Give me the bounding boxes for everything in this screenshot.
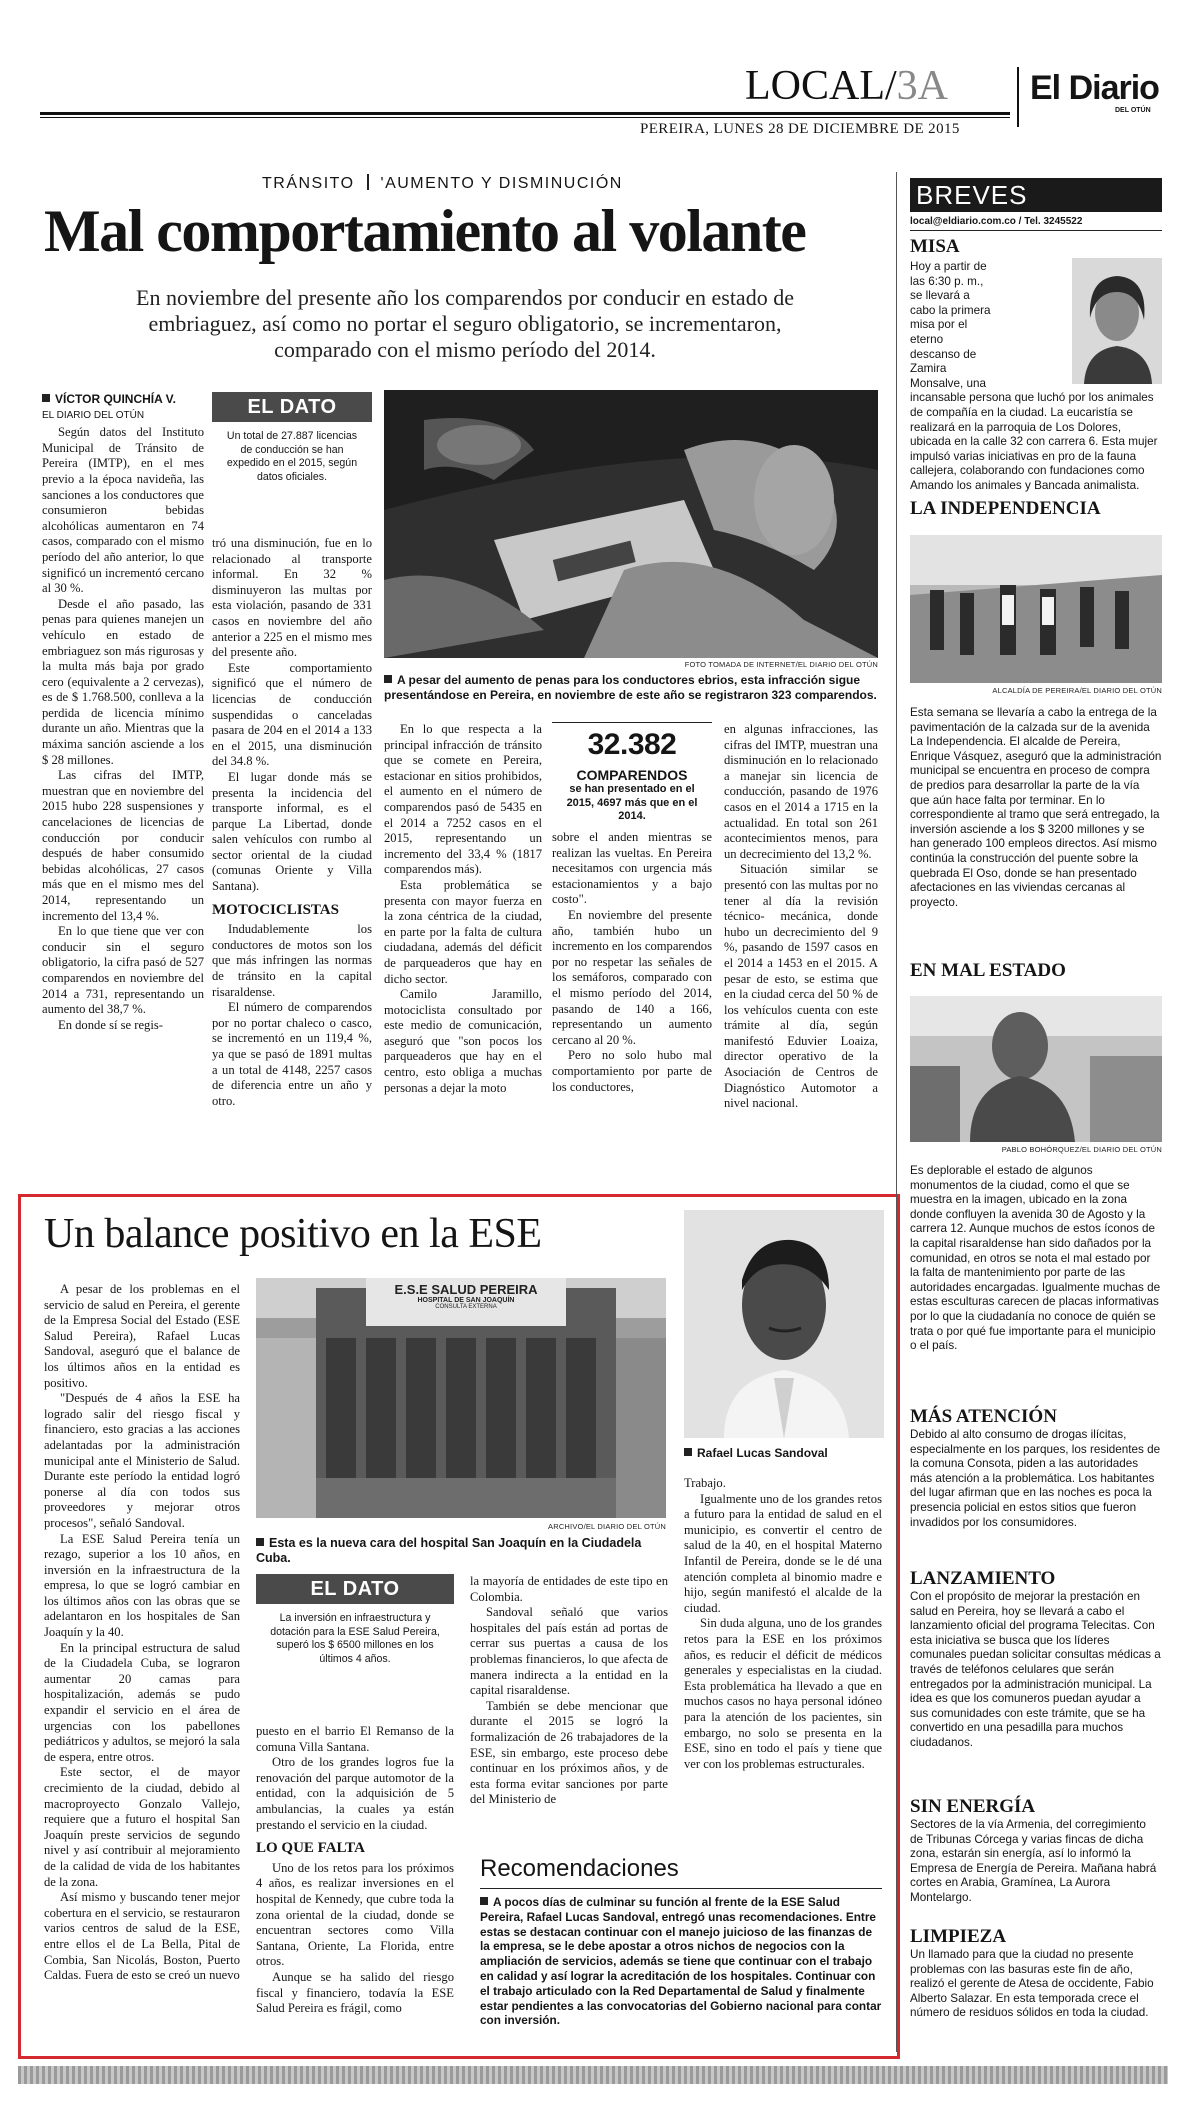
main-photo-credit: FOTO TOMADA DE INTERNET/EL DIARIO DEL OTÚN [684,660,878,669]
ese-photo-credit: ARCHIVO/EL DIARIO DEL OTÚN [548,1522,666,1531]
el-dato-box [212,392,372,524]
ese-el-dato-text: La inversión en infraestructura y dotación para la ESE Salud Pereira, superó los $ 6500 millones en los últimos 4 años. [270,1612,440,1665]
breve-title-misa: MISA [910,236,960,257]
breve-text-lanzamiento: Con el propósito de mejorar la prestación en salud en Pereira, hoy se llevará a cabo el lanzamiento oficial del programa Telecitas. Con esta iniciativa se busca que los líderes comunales puedan solicitar consultas médicas a través de teléfonos celulares que serán entregados por la administración municipal. La idea es que los comuneros puedan ayudar a sus comunidades con este trámite, que se ha convertido en una pesadilla para muchos ciudadanos. [910,1590,1161,1749]
main-col-5 [724,722,878,1112]
ese-col1-p4: En la principal estructura de salud de la Ciudadela Cuba, se lograron aumentar 20 camas para hospitalización, además se pudo expandir el servicio en el área de urgencias con los pabellones pediátricos y adultos, se mejoró la sala de espera, entre otros. [44,1640,240,1764]
masthead-rule-bottom [40,117,1010,118]
portrait-caption: Rafael Lucas Sandoval [684,1446,884,1461]
breves-contact-rule [910,230,1162,231]
kicker-left: TRÁNSITO [262,175,355,192]
masthead-section [745,63,948,109]
ese-col3-p2: Sandoval señaló que varios hospitales del país están ad portas de cerrar sus puertas a causa de los problemas financieros, lo que afecta de manera indirecta a la entidad en la capital risaraldense. [470,1605,668,1698]
section-label: LOCAL/ [745,63,897,109]
misa-float-spacer [996,260,1162,385]
breves-contact: local@eldiario.com.co / Tel. 3245522 [910,216,1083,227]
ese-col1-p5: Este sector, el de mayor crecimiento de la ciudad, debido al macroproyecto Gonzalo Vallejo, requiere que a futuro el hospital San Joaquín preste servicios de segundo nivel y así contribuir al mejoramiento de la calidad de vida de los habitantes de la zona. [44,1765,240,1889]
main-col4-p3: Pero no solo hubo mal comportamiento por parte de los conductores, [552,1048,712,1094]
ese-col1-p2: "Después de 4 años la ESE ha logrado salir del riesgo fiscal y financiero, esto gracias a las acciones adelantadas por la administración municipal ante el Ministerio de Salud. Durante este período la entidad logró ponerse al día con todos sus proveedores y mejorar otros procesos", señaló Sandoval. [44,1391,240,1530]
portrait-illustration [684,1210,884,1438]
ese-col1-p3: La ESE Salud Pereira tenía un rezago, superior a los 10 años, en inversión en la infraestructura de la empresa, lo que se logró cambiar en los últimos años con las obras que se adelantaron en los hospitales de San Joaquín y la 40. [44,1531,240,1640]
recomendaciones-text: A pocos días de culminar su función al frente de la ESE Salud Pereira, Rafael Lucas Sandoval, entregó unas recomendaciones. Entre estas se destacan continuar con el manejo juicioso de las finanzas de la empresa, se le debe apostar a otros nichos de negocios con la ampliación de servicios, además se tiene que continuar con el trabajo en calidad y así lograr la acreditación de los hospitales. Continuar con el trabajo articulado con la Red Departamental de Salud y finalmente estar pendientes a las convocatorias del Gobierno nacional para contar con inversión. [480,1895,882,2028]
main-col2-p4: Indudablemente los conductores de motos son los que más infringen las normas de tránsito en la capital risaraldense. [212,922,372,999]
ese-col1-p6: Así mismo y buscando tener mejor cobertura en el servicio, se restauraron varios centros de salud de la ESE, entre ellos el de La Bella, Pital de Combia, San Nicolás, Boston, Puerto Caldas. Fuera de esto se creó un nuevo [44,1890,240,1983]
main-col-2 [212,536,372,1109]
hospital-illustration [256,1278,666,1518]
ese-photo-caption: Esta es la nueva cara del hospital San Joaquín en la Ciudadela Cuba. [256,1536,642,1565]
page-number: 3A [896,63,948,109]
ese-caption-square-icon [256,1538,264,1546]
recomendaciones-title: Recomendaciones [480,1854,882,1889]
breve-title-lanzamiento: LANZAMIENTO [910,1568,1056,1589]
breves-header: BREVES [910,178,1162,212]
ese-el-dato-title: EL DATO [256,1574,454,1604]
mal-estado-illustration [910,996,1162,1142]
main-col-3 [384,722,542,1096]
mal-estado-photo [910,996,1162,1142]
ese-col1-p1: A pesar de los problemas en el servicio de salud en Pereira, el gerente de la Empresa Social del Estado (ESE Salud Pereira), Rafael Lucas Sandoval, aseguró que el balance de los últimos años en la entidad es positivo. [44,1282,240,1390]
ese-col-4 [684,1476,882,1772]
mal-estado-credit: PABLO BOHÓRQUEZ/EL DIARIO DEL OTÚN [1001,1145,1162,1154]
breve-text-sin-energia: Sectores de la vía Armenia, del corregimiento de Tribunas Córcega y varias fincas de dicha zona, estarán sin energía, así lo informó la Empresa de Energía de Pereira. Mañana habrá cortes en Arabia, Gramínea, La Aurora Montelargo. [910,1818,1157,1904]
main-col1-p1: Según datos del Instituto Municipal de Tránsito de Pereira (IMTP), en el mes previo a la época navideña, las sanciones a los conductores que consumieron bebidas alcohólicas aumentaron en 74 casos, comparado con el mismo período del año anterior, lo que significó un incrementó cercano al 30 %. [42,425,204,596]
brand-logo-sub: DEL OTÚN [1115,107,1151,114]
independencia-illustration [910,535,1162,683]
ese-col4-p3: Sin duda alguna, uno de los grandes retos para la ESE en los próximos años, es reducir el déficit de médicos generales y especialistas en la ciudad. Esta problemática ha llevado a que en muchos casos no haya personal idóneo para la atención de los pacientes, sin embargo, no solo se presenta en la ESE, sino en todo el país y tiene que ver con los problemas estructurales. [684,1616,882,1771]
brand-logo: El Diario [1030,69,1159,107]
main-photo-caption: A pesar del aumento de penas para los conductores ebrios, esta infracción sigue presentándose en Pereira, en noviembre de este año se registraron 323 comparendos. [384,673,877,702]
main-col3-p1: En lo que respecta a la principal infracción de tránsito que se comete en Pereira, estacionar en sitios prohibidos, el aumento en el número de comparendos pasó de 5435 en el 2014 a 7252 casos en el 2015, representando un incremento del 33,4 % (1817 comparendos más). [384,722,542,877]
kicker-divider [367,174,369,190]
breathalyzer-illustration [384,390,878,658]
main-col-1 [42,392,204,1033]
ese-col4-p2: Igualmente uno de los grandes retos a futuro para la entidad de salud en el municipio, es convertir el centro de salud de la 40, en el hospital Materno Infantil de Pereira, donde se le dé una atención completa al binomio madre e hijo, según manifestó el alcalde de la ciudad. [684,1491,882,1615]
portrait-photo [684,1210,884,1438]
ese-col-1 [44,1282,240,1984]
main-headline: Mal comportamiento al volante [44,198,806,264]
breve-title-independencia: LA INDEPENDENCIA [910,498,1101,519]
hospital-sign: E.S.E SALUD PEREIRA HOSPITAL DE SAN JOAQUÍN CONSULTA EXTERNA [394,1282,538,1310]
main-col2-p1: tró una disminución, fue en lo relacionado al transporte informal. En 32 % disminuyeron las multas por esta violación, pasando de 331 casos en noviembre del año anterior a 225 en el mismo mes del presente año. [212,536,372,660]
dateline: PEREIRA, LUNES 28 DE DICIEMBRE DE 2015 [640,121,960,137]
breve-title-mal-estado: EN MAL ESTADO [910,960,1066,981]
independencia-photo [910,535,1162,683]
recomendaciones-box [480,1854,882,2050]
subhead-lo-que-falta: LO QUE FALTA [256,1840,365,1857]
main-col3-p2: Esta problemática se presenta con mayor fuerza en la zona céntrica de la ciudad, en parte por la falta de cultura ciudadana, además del déficit de parqueaderos que hay en dicho sector. [384,877,542,986]
breve-text-independencia: Esta semana se llevaría a cabo la entrega de la pavimentación de la calzada sur de la avenida La Independencia. El alcalde de Pereira, Enrique Vásquez, aseguró que la administración municipal se encuentra en proceso de compra de predios para desarrollar la parte de la vía que aún hace falta por terminar. En lo correspondiente al tramo que será entregado, la inversión asciende a los $ 3200 millones y se han generado 100 empleos directos. Así mismo continúa la construcción del puente sobre la quebrada El Oso, donde se han presentado afectaciones en las viviendas cercanas al proyecto. [910,706,1162,909]
breve-text-mal-estado: Es deplorable el estado de algunos monumentos de la ciudad, como el que se muestra en la imagen, ubicado en la zona donde confluyen la avenida 30 de Agosto y la carrera 12. Aunque muchos de estos íconos de la capital risaraldense han sido dañados por la comunidad, en otros se nota el mal estado por la falta de mantenimiento por parte de las autoridades encargadas. Igualmente muchas de estas esculturas carecen de placas informativas por lo que la ciudadanía no conoce de quién se trata o por qué fue importante para el municipio o el país. [910,1164,1161,1353]
breve-title-sin-energia: SIN ENERGÍA [910,1796,1036,1817]
main-col4-p2: En noviembre del presente año, también hubo un incremento en los comparendos por no respetar las señales de los semáforos, comparado con el mismo período del 2014, pasando de 140 a 166, representando un aumento cercano al 20 %. [552,907,712,1047]
breve-text-limpieza: Un llamado para que la ciudad no presente problemas con las basuras este fin de año, realizó el gerente de Atesa de occidente, Fabio Alberto Salazar. En esta temporada crece el número de residuos sólidos en toda la ciudad. [910,1948,1154,2020]
subhead-motociclistas: MOTOCICLISTAS [212,901,339,918]
kicker [262,174,623,193]
kicker-right: 'AUMENTO Y DISMINUCIÓN [380,175,623,192]
stat-label: COMPARENDOS [576,767,688,783]
main-col2-p3: El lugar donde más se presenta la incidencia del transporte informal, es el parque La Libertad, donde salen vehículos con rumbo al sector oriental de la ciudad (comunas Oriente y Villa Santana). [212,769,372,894]
main-col4-p1: sobre el anden mientras se realizan las vueltas. En Pereira necesitamos con urgencia más estacionamientos y a bajo costo". [552,830,712,907]
reco-square-icon [480,1897,488,1905]
main-col1-p2: Desde el año pasado, las penas para quienes manejen un vehículo en estado de embriaguez son más rigurosas y la multa más baja por grado cero (equivalente a 2 cervezas), es de $ 1.768.500, conlleva a la perdida de licencia mínimo durante un año. Mientras que la máxima sanción asciende a los $ 28 millones. [42,596,204,767]
masthead-divider [1017,67,1019,127]
portrait-caption-square-icon [684,1448,692,1456]
main-col1-p3: Las cifras del IMTP, muestran que en noviembre del 2015 hubo 228 suspensiones y cancelaciones de licencias de conducción por conducir después de haber consumido bebidas alcohólicas, 27 casos más que en el mismo mes del 2014, representando un incremento del 13,4 %. [42,768,204,923]
breves-sidebar-divider [896,172,897,2052]
stat-text: se han presentado en el 2015, 4697 más que en el 2014. [566,783,698,822]
main-deck: En noviembre del presente año los comparendos por conducir en estado de embriaguez, así como no portar el seguro obligatorio, se incrementaron, comparado con el mismo período del 2014. [136,285,794,362]
el-dato-title: EL DATO [212,392,372,422]
main-col5-p1: en algunas infracciones, las cifras del IMTP, muestran una disminución en lo relacionado a manejar sin licencia de conducción, pasando de 1976 casos en el 2014 a 1715 en la actualidad. En total son 261 acontecimientos menos, para un decrecimiento del 13,2 %. [724,722,878,861]
ese-col2-p3: Uno de los retos para los próximos 4 años, es realizar inversiones en el hospital de Kennedy, que cubre toda la zona oriental de la ciudad, donde se encuentran sectores como Villa Santana, Oriente, La Florida, entre otros. [256,1860,454,1969]
ese-el-dato-box [256,1574,454,1694]
ese-col4-p1: Trabajo. [684,1476,726,1490]
breve-text-misa: Hoy a partir de las 6:30 p. m., se llevará a cabo la primera misa por el eterno descanso de Zamira Monsalve, una incansable persona que luchó por los animales de compañía en la ciudad. La eucaristía se realizará en la parroquia de Los Dolores, ubicada en la calle 32 con carrera 6. Esta mujer impulsó varias iniciativas en pro de la fauna callejera, colaborando con fundaciones como Amando los animales y Bancada animalista. [910,260,1162,494]
main-col-4 [552,830,712,1095]
breathalyzer-photo [384,390,878,658]
stat-callout [552,722,712,824]
ese-col3-p1: la mayoría de entidades de este tipo en Colombia. [470,1574,668,1604]
main-col1-p4: En lo que tiene que ver con conducir sin el seguro obligatorio, la cifra pasó de 527 comparendos en noviembre del 2014 a 731, representando un aumento del 38,7 %. [42,924,204,1017]
byline-sub: EL DIARIO DEL OTÚN [42,409,145,421]
ese-col2-p4: Aunque se ha salido del riesgo fiscal y financiero, todavía la ESE Salud Pereira es frágil, como [256,1969,454,2016]
ese-col-3 [470,1574,668,1808]
masthead-rule-top [40,112,1010,115]
main-col3-p3: Camilo Jaramillo, motociclista consultado por este medio de comunicación, aseguró que "son pocos los parqueaderos que hay en el centro, esto obliga a muchas personas a dejar la moto [384,987,542,1095]
breve-title-limpieza: LIMPIEZA [910,1926,1007,1947]
ese-col2-p1: puesto en el barrio El Remanso de la comuna Villa Santana. [256,1724,454,1754]
byline-square-icon [42,394,50,402]
ese-headline: Un balance positivo en la ESE [44,1211,542,1257]
hospital-photo [256,1278,666,1518]
ese-col-2 [256,1724,454,2017]
byline: VÍCTOR QUINCHÍA V. [42,392,204,408]
ese-col2-p2: Otro de los grandes logros fue la renovación del parque automotor de la entidad, con la adquisición de 5 ambulancias, la cuales ya están prestando el servicio en la ciudad. [256,1755,454,1832]
independencia-credit: ALCALDÍA DE PEREIRA/EL DIARIO DEL OTÚN [992,686,1162,695]
main-col1-p5: En donde sí se regis- [58,1017,163,1032]
ese-col3-p3: También se debe mencionar que durante el 2015 se logró la formalización de 26 trabajadores de la ESE, sin embargo, este proceso debe continuar en los próximos años, y de esta forma evitar sanciones por parte del Ministerio de [470,1698,668,1807]
bottom-scan-band [18,2066,1168,2084]
caption-square-icon [384,675,392,683]
breve-text-mas-atencion: Debido al alto consumo de drogas ilícitas, especialmente en los parques, los residentes de la comuna Consota, piden a las autoridades más atención a la problemática. Los habitantes del lugar afirman que en las noches es poca la presencia policial en estos sitios que fueron invadidos por los consumidores. [910,1428,1161,1529]
main-col5-p2: Situación similar se presentó con las multas por no tener al día la revisión técnico- mecánica, donde hubo un decrecimiento del 9 %, pasando de 1597 casos en el 2014 a 1453 en el 2015. A pesar de esto, se estima que en la ciudad cerca del 50 % de los vehículos cuenta con este trámite al día, según manifestó Eduvier Loaiza, director operativo de la Asociación de Centros de Diagnóstico Automotor a nivel nacional. [724,862,878,1111]
main-col2-p5: El número de comparendos por no portar chaleco o casco, se incrementó en un 119,4 %, ya que se pasó de 1891 multas a un total de 4148, 2257 casos de diferencia entre un año y otro. [212,1000,372,1108]
breve-title-mas-atencion: MÁS ATENCIÓN [910,1406,1057,1427]
el-dato-text: Un total de 27.887 licencias de conducción se han expedido en el 2015, según datos oficiales. [226,430,358,483]
masthead [40,55,1162,140]
stat-number: 32.382 [552,722,712,763]
main-col2-p2: Este comportamiento significó que el número de licencias de conducción suspendidas o canceladas pasara de 204 en el 2014 a 133 en el 2015, una disminución del 34.8 %. [212,660,372,769]
